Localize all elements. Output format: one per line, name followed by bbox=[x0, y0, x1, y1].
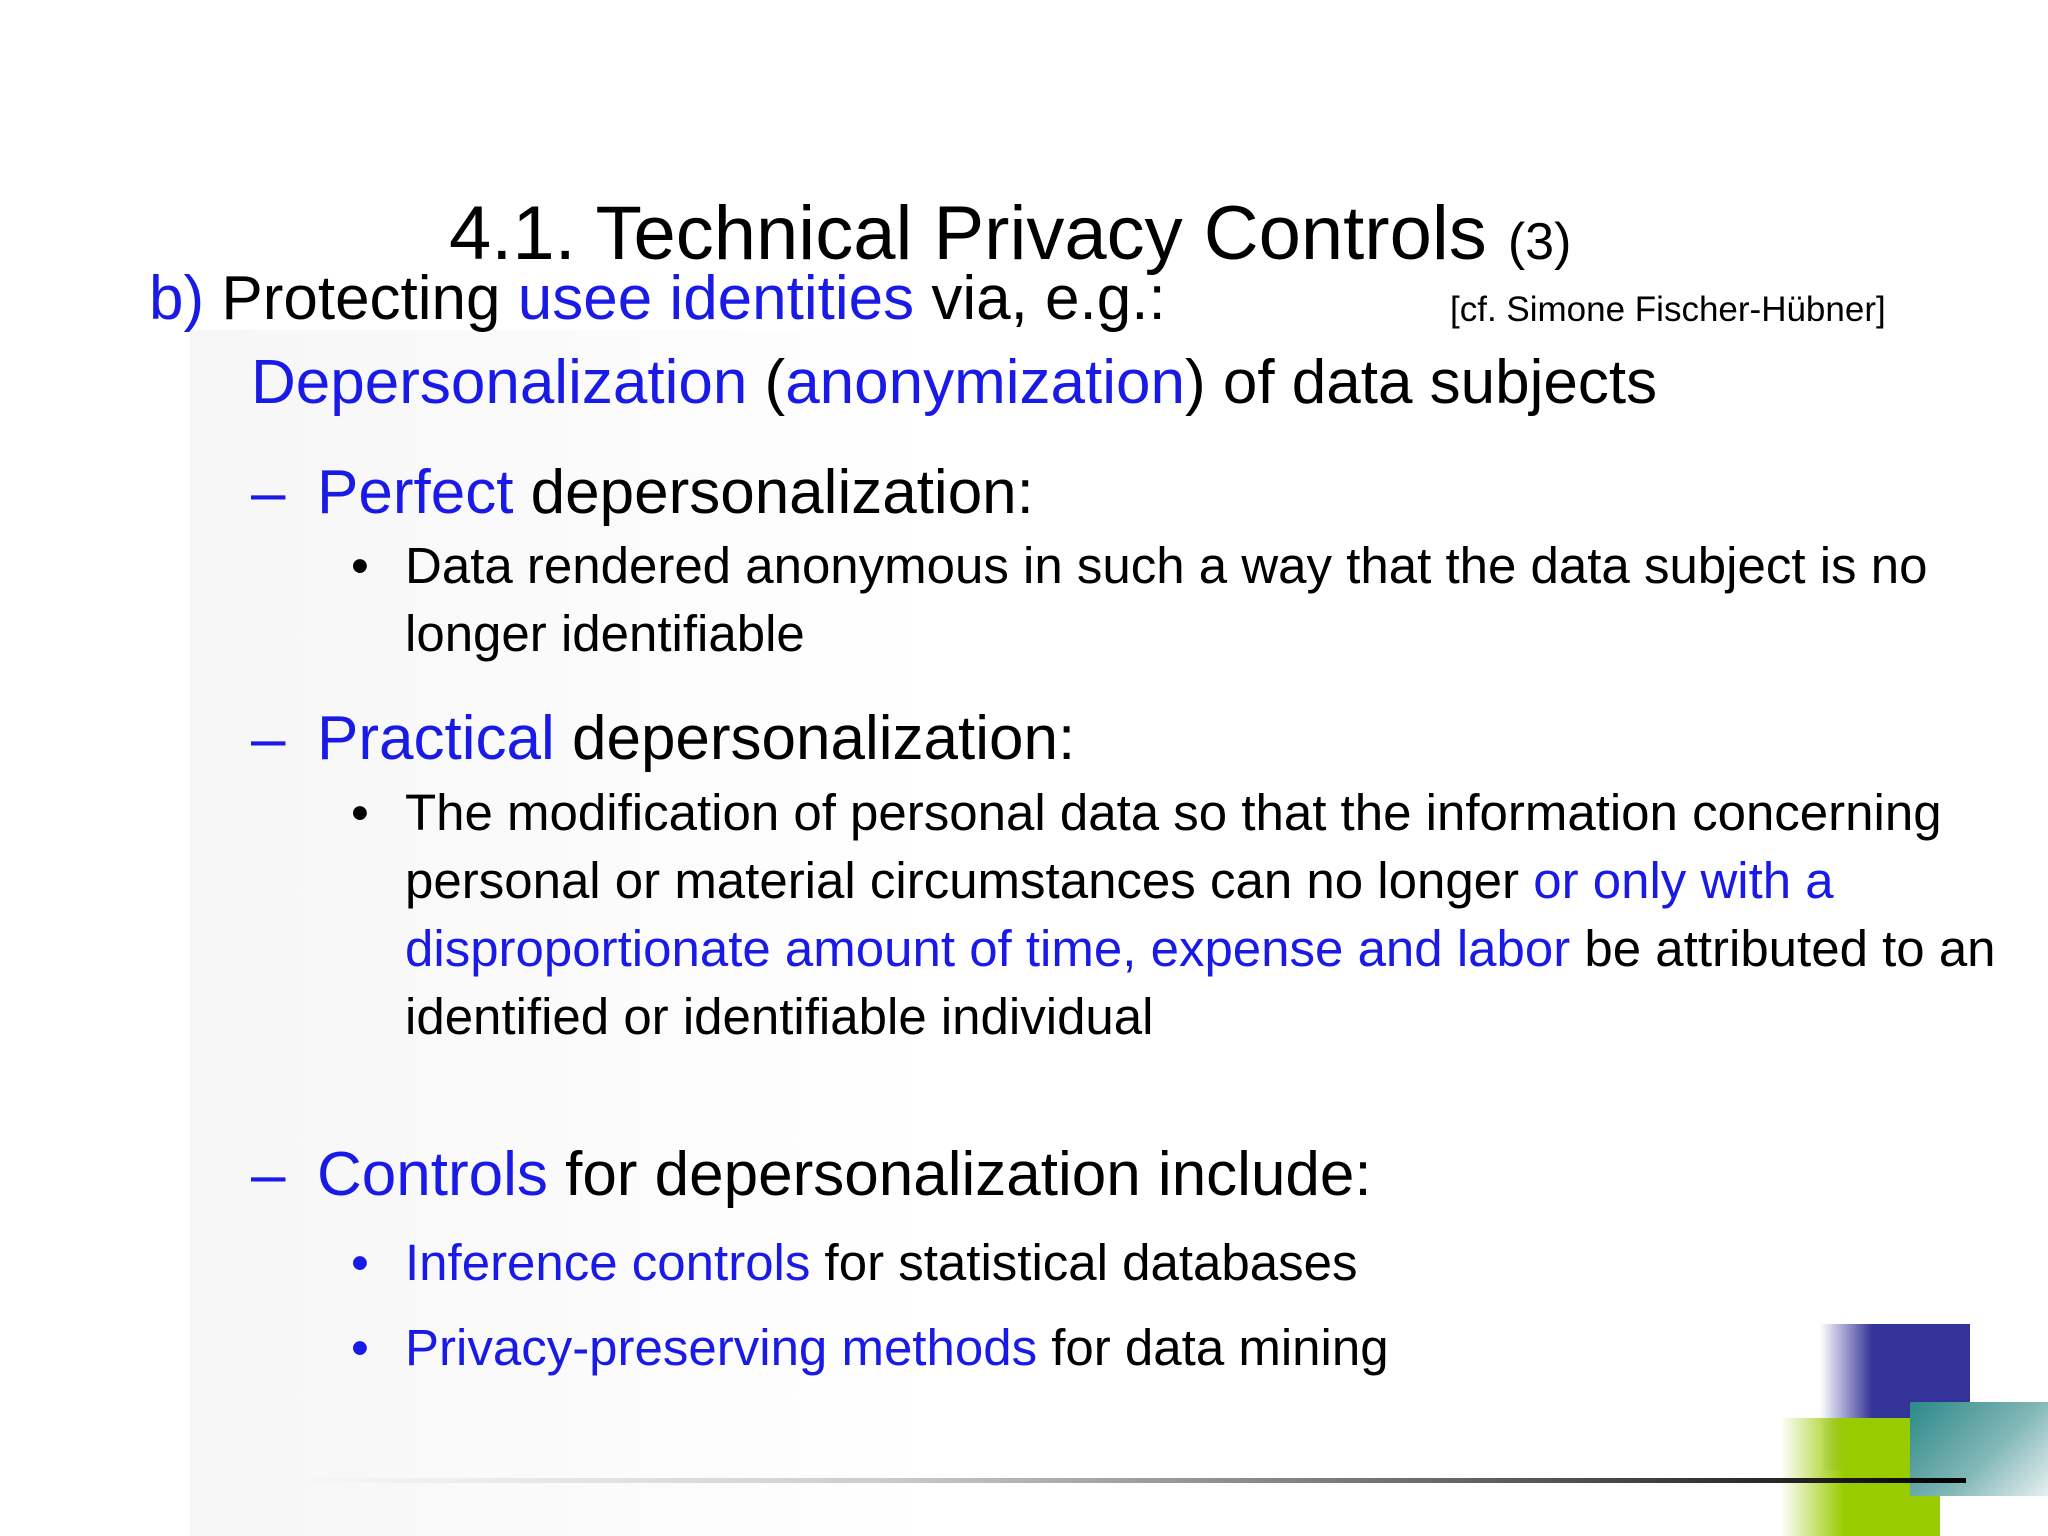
sub-bullet-text: for data mining bbox=[1037, 1319, 1389, 1376]
sub-bullet-inference bbox=[351, 1229, 1358, 1297]
item-text: for depersonalization include: bbox=[547, 1140, 1372, 1209]
subtitle-prefix: b) bbox=[149, 264, 205, 333]
dash-marker: – bbox=[251, 458, 286, 527]
heading-term-anonymization: anonymization bbox=[785, 348, 1185, 417]
sub-bullet-highlight: or only with a disproportionate amount of time, expense and labor bbox=[405, 852, 1834, 977]
bullet-marker: • bbox=[351, 1234, 369, 1291]
sub-bullet-text-2: be attributed to an identified or identifiable individual bbox=[405, 920, 1996, 1045]
item-keyword: Practical bbox=[317, 704, 555, 773]
sub-bullet-text: for statistical databases bbox=[810, 1234, 1358, 1291]
slide-number: (3) bbox=[1507, 213, 1572, 271]
subtitle-text-2: via, e.g.: bbox=[914, 264, 1166, 333]
heading-text-1: ( bbox=[747, 348, 786, 417]
subtitle-highlight: usee identities bbox=[517, 264, 915, 333]
bullet-marker: • bbox=[351, 784, 369, 841]
dash-marker: – bbox=[251, 1140, 286, 1209]
section-heading bbox=[251, 348, 1658, 417]
citation: [cf. Simone Fischer-Hübner] bbox=[1450, 290, 1886, 329]
sub-bullet-practical bbox=[351, 779, 2045, 1051]
bullet-marker: • bbox=[351, 537, 369, 594]
slide-title-text: 4.1. Technical Privacy Controls bbox=[449, 191, 1487, 276]
slide-subtitle bbox=[149, 264, 1166, 333]
sub-bullet-text: Data rendered anonymous in such a way that the data subject is no longer identifiable bbox=[405, 537, 1928, 662]
sub-bullet-highlight: Privacy-preserving methods bbox=[405, 1319, 1038, 1376]
sub-bullet-text-1: The modification of personal data so that the information concerning personal or material circumstances can no longer bbox=[405, 784, 1942, 909]
item-text: depersonalization: bbox=[554, 704, 1076, 773]
slide-title bbox=[449, 191, 1572, 276]
footer-divider-line bbox=[300, 1478, 1966, 1483]
sub-bullet-highlight: Inference controls bbox=[405, 1234, 811, 1291]
item-text: depersonalization: bbox=[513, 458, 1034, 527]
item-keyword: Controls bbox=[317, 1140, 548, 1209]
list-item-perfect bbox=[251, 458, 1034, 527]
dash-marker: – bbox=[251, 704, 286, 773]
heading-term-depersonalization: Depersonalization bbox=[251, 348, 748, 417]
list-item-controls bbox=[251, 1140, 1372, 1209]
bullet-marker: • bbox=[351, 1319, 369, 1376]
sub-bullet-perfect bbox=[351, 532, 2045, 668]
list-item-practical bbox=[251, 704, 1076, 773]
item-keyword: Perfect bbox=[317, 458, 514, 527]
sub-bullet-privacy-preserving bbox=[351, 1314, 1389, 1382]
subtitle-text-1: Protecting bbox=[204, 264, 518, 333]
heading-text-2: ) of data subjects bbox=[1184, 348, 1658, 417]
